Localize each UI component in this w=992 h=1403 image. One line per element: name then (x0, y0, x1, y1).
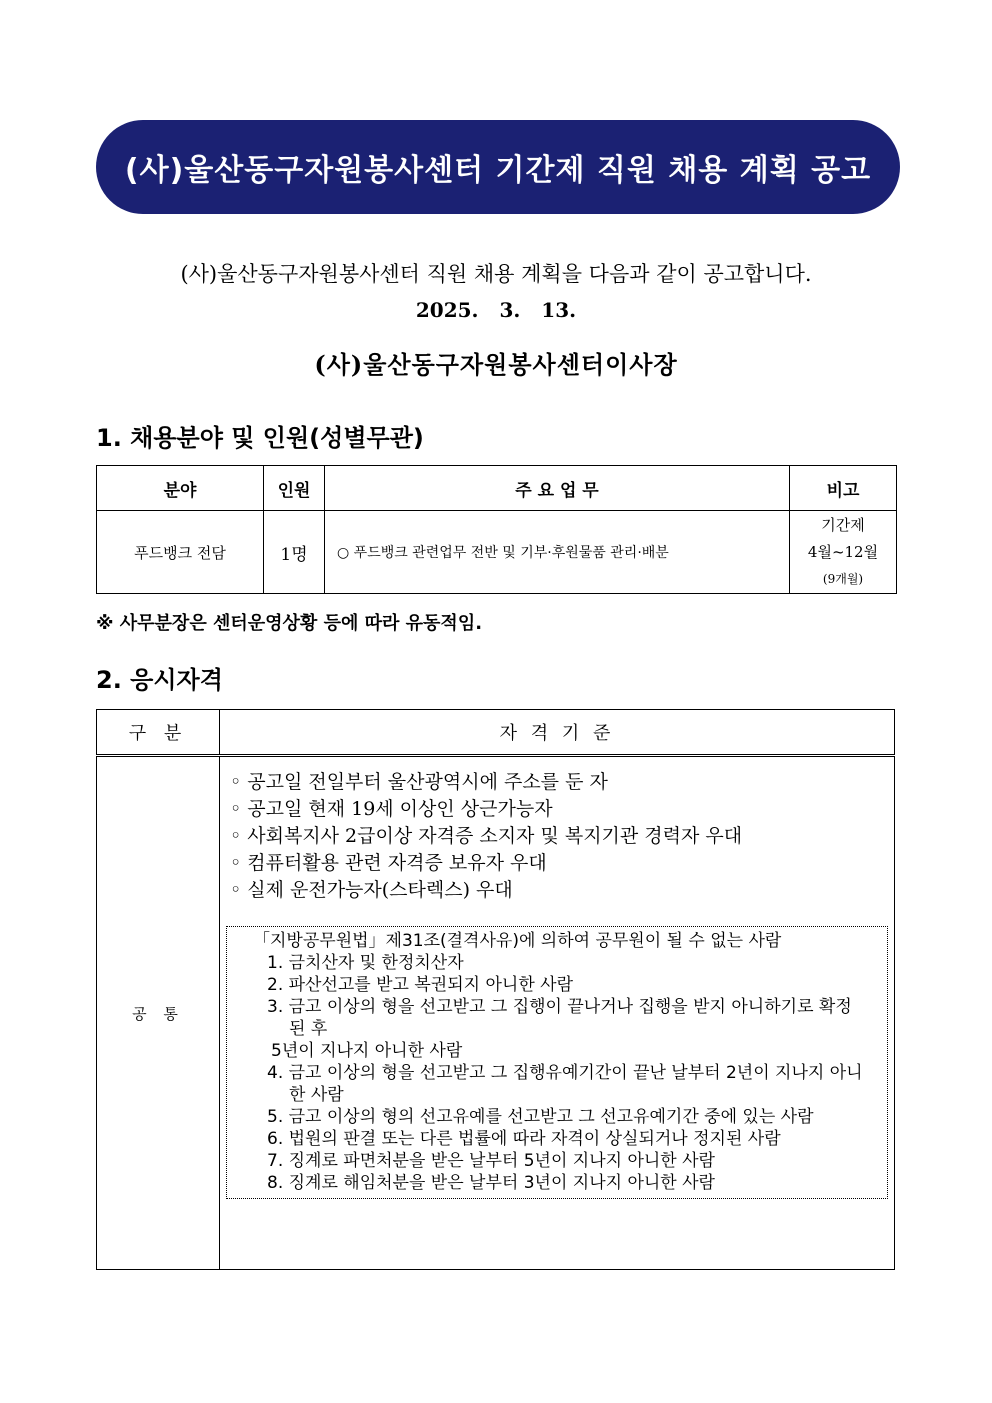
announcement-title-banner (96, 120, 900, 214)
duty-notice: ※ 사무분장은 센터운영상황 등에 따라 유동적임. (96, 613, 483, 634)
cell-field: 푸드뱅크 전담 (97, 511, 264, 594)
qualification-table (96, 709, 895, 1270)
list-item: 4. 금고 이상의 형을 선고받고 그 집행유예기간이 끝난 날부터 2년이 지나지 아니한 사람 (267, 1063, 863, 1105)
cell-count: 1명 (264, 511, 325, 594)
list-item: 7. 징계로 파면처분을 받은 날부터 5년이 지나지 아니한 사람 (267, 1151, 715, 1171)
section-1-title: 1. 채용분야 및 인원(성별무관) (96, 424, 424, 452)
disqualification-box (226, 926, 888, 1199)
list-item: 2. 파산선고를 받고 복권되지 아니한 사람 (267, 975, 573, 995)
table-row (97, 511, 897, 594)
header-category: 구 분 (97, 710, 220, 756)
qualification-table-header (97, 710, 895, 756)
note-type: 기간제 (821, 515, 865, 534)
list-item: 3. 금고 이상의 형을 선고받고 그 집행이 끝나거나 집행을 받지 아니하기로 확정된 후 (267, 997, 852, 1039)
signature-line: (사)울산동구자원봉사센터이사장 (314, 350, 678, 379)
list-item: ◦ 공고일 전일부터 울산광역시에 주소를 둔 자 (230, 769, 894, 796)
list-item: 6. 법원의 판결 또는 다른 법률에 따라 자격이 상실되거나 정지된 사람 (267, 1129, 781, 1149)
cell-duty: ○ 푸드뱅크 관련업무 전반 및 기부·후원물품 관리·배분 (325, 511, 790, 594)
list-item: ◦ 컴퓨터활용 관련 자격증 보유자 우대 (230, 850, 894, 877)
cell-category: 공 통 (97, 756, 220, 1270)
cell-note (790, 511, 897, 594)
list-item: 5년이 지나지 아니한 사람 (271, 1041, 463, 1061)
intro-text: (사)울산동구자원봉사센터 직원 채용 계획을 다음과 같이 공고합니다. (180, 262, 812, 286)
table-row (97, 756, 895, 1270)
section-2-title: 2. 응시자격 (96, 666, 223, 694)
list-item: ◦ 사회복지사 2급이상 자격증 소지자 및 복지기관 경력자 우대 (230, 823, 894, 850)
recruitment-table-header (97, 466, 897, 511)
header-note: 비고 (790, 466, 897, 511)
cell-criteria (220, 756, 895, 1270)
header-count: 인원 (264, 466, 325, 511)
qualification-list (230, 769, 894, 904)
header-field: 분야 (97, 466, 264, 511)
disqualification-title: 「지방공무원법」제31조(결격사유)에 의하여 공무원이 될 수 없는 사람 (253, 931, 782, 951)
header-duty: 주 요 업 무 (325, 466, 790, 511)
note-period: 4월~12월 (807, 542, 879, 561)
announcement-date: 2025. 3. 13. (415, 298, 577, 322)
list-item: ◦ 공고일 현재 19세 이상인 상근가능자 (230, 796, 894, 823)
list-item: 5. 금고 이상의 형의 선고유예를 선고받고 그 선고유예기간 중에 있는 사람 (267, 1107, 814, 1127)
list-item: ◦ 실제 운전가능자(스타렉스) 우대 (230, 877, 894, 904)
list-item: 1. 금치산자 및 한정치산자 (267, 953, 464, 973)
header-criteria: 자 격 기 준 (220, 710, 895, 756)
announcement-title: (사)울산동구자원봉사센터 기간제 직원 채용 계획 공고 (124, 153, 872, 188)
disqualification-list (227, 952, 887, 1194)
recruitment-table (96, 465, 897, 594)
list-item: 8. 징계로 해임처분을 받은 날부터 3년이 지나지 아니한 사람 (267, 1173, 715, 1193)
note-duration: (9개월) (822, 571, 864, 586)
